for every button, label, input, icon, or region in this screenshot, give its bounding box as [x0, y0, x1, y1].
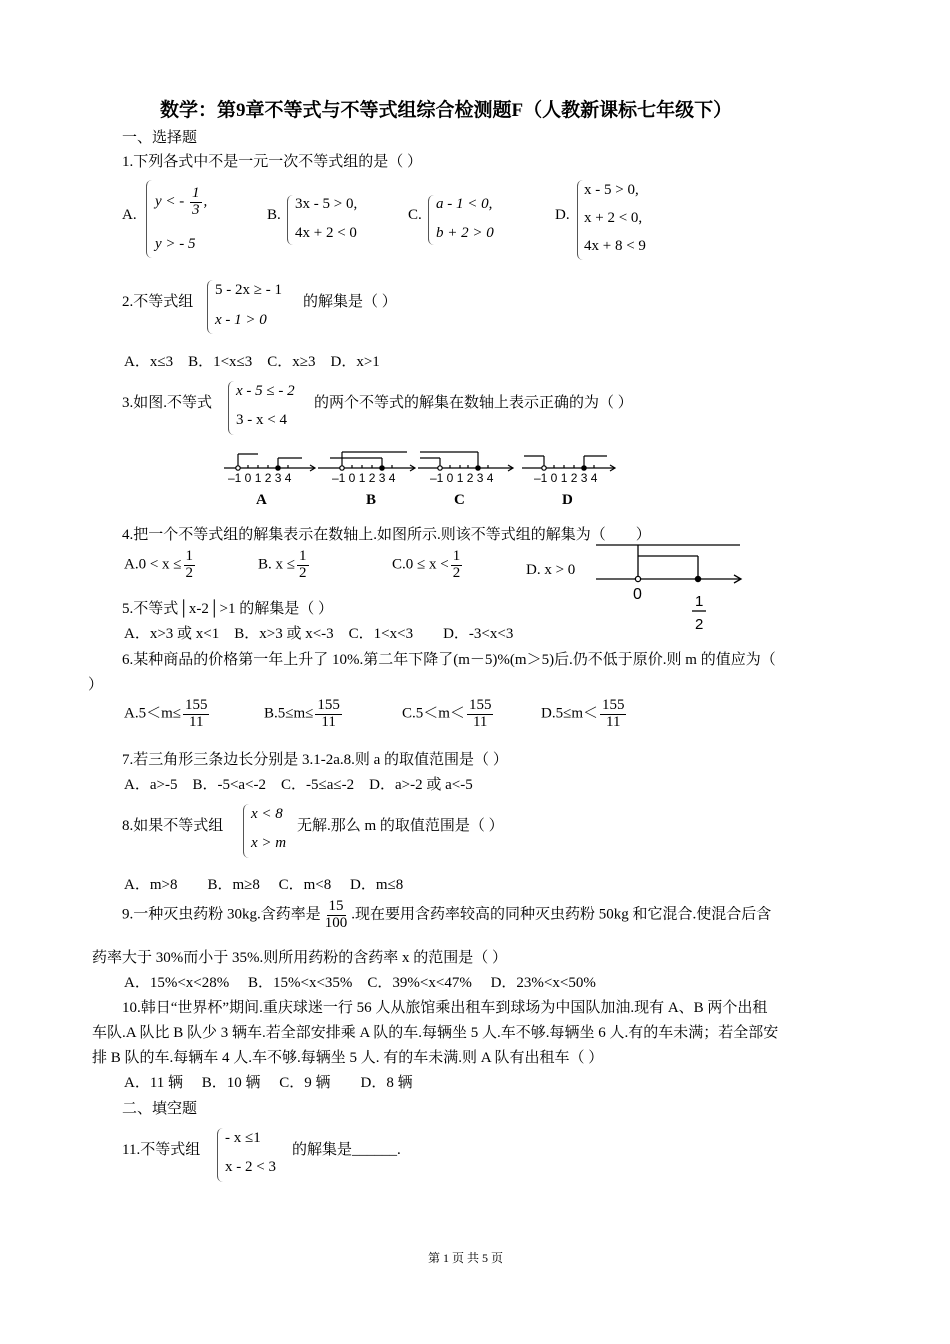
- axis-label-b: –1 0 1 2 3 4: [332, 471, 396, 485]
- denominator: 2: [185, 564, 194, 581]
- axis-label-c: –1 0 1 2 3 4: [430, 471, 494, 485]
- q1-c-line2: b + 2 > 0: [436, 225, 494, 241]
- q10-line2: 车队.A 队比 B 队少 3 辆车.若全部安排乘 A 队的车.每辆坐 5 人.车不够.每辆坐 6 人.有的车未满；若全部安: [92, 1025, 779, 1041]
- axis-label-d: –1 0 1 2 3 4: [534, 471, 598, 485]
- fraction: [467, 698, 494, 731]
- brace-icon: [146, 180, 155, 258]
- denominator: 11: [189, 713, 204, 730]
- q1-stem: 1.下列各式中不是一元一次不等式组的是（ ）: [122, 154, 423, 170]
- q11-line2: x - 2 < 3: [225, 1159, 276, 1175]
- q10-line3: 排 B 队的车.每辆车 4 人.车不够.每辆坐 5 人. 有的车未满.则 A 队有出租车（ ）: [92, 1050, 604, 1066]
- q9-stem: [122, 899, 771, 932]
- q1-c-line1: a - 1 < 0,: [436, 196, 493, 212]
- q7-stem: 7.若三角形三条边长分别是 3.1-2a.8.则 a 的取值范围是（ ）: [122, 752, 508, 768]
- number-line-a: [224, 454, 315, 471]
- q2-stem-post: 的解集是（ ）: [303, 294, 397, 310]
- q9-options: A．15%<x<28% B．15%<x<35% C．39%<x<47% D．23%<x<50%: [124, 975, 596, 991]
- fraction: [315, 698, 342, 731]
- denominator: 100: [324, 914, 348, 931]
- figure-letter-d: D: [562, 492, 573, 508]
- q4-stem: 4.把一个不等式组的解集表示在数轴上.如图所示.则该不等式组的解集为（ ）: [122, 527, 651, 543]
- q6-c-text: C.5＜m＜: [402, 705, 465, 722]
- q9-stem-pre: 9.一种灭虫药粉 30kg.含药率是: [122, 906, 321, 923]
- q1-b-label: B.: [267, 207, 281, 223]
- q1-a-line1: [155, 186, 207, 219]
- q2-options: A．x≤3 B．1<x≤3 C．x≥3 D．x>1: [124, 354, 380, 370]
- q4-a-text: A.0 < x ≤: [124, 556, 182, 573]
- fraction: [190, 186, 202, 219]
- q5-options: A．x>3 或 x<1 B．x>3 或 x<-3 C．1<x<3 D．-3<x<3: [124, 626, 514, 642]
- numerator: 155: [317, 697, 340, 713]
- q4-option-a: [124, 549, 197, 582]
- denominator: 11: [321, 713, 336, 730]
- q8-stem-pre: 8.如果不等式组: [122, 818, 224, 834]
- q8-options: A．m>8 B．m≥8 C．m<8 D．m≤8: [124, 877, 404, 893]
- q3-stem-post: 的两个不等式的解集在数轴上表示正确的为（ ）: [314, 395, 633, 411]
- q6-b-text: B.5≤m≤: [264, 705, 314, 722]
- q10-line1: 10.韩日“世界杯”期间.重庆球迷一行 56 人从旅馆乘出租车到球场为中国队加油.现有 A、B 两个出租: [122, 1000, 768, 1016]
- denominator: 3: [192, 201, 200, 218]
- numerator: 15: [328, 898, 344, 914]
- fig-denominator: 2: [695, 616, 704, 633]
- q1-d-line2: x + 2 < 0,: [584, 210, 643, 226]
- fraction: [183, 698, 210, 731]
- section-heading-choice: 一、选择题: [122, 130, 198, 146]
- figure-letter-b: B: [366, 492, 377, 508]
- q6-a-text: A.5＜m≤: [124, 705, 181, 722]
- q8-line1: x < 8: [251, 806, 283, 822]
- number-line-c: [418, 452, 513, 471]
- q4-c-text: C.0 ≤ x <: [392, 556, 449, 573]
- q1-d-line1: x - 5 > 0,: [584, 182, 639, 198]
- numerator: 155: [468, 697, 492, 713]
- q3-line1: x - 5 ≤ - 2: [236, 383, 295, 399]
- q1-a-label: A.: [122, 207, 137, 223]
- q6-stem: 6.某种商品的价格第一年上升了 10%.第二年下降了(m－5)%(m＞5)后.仍不低于原价.则 m 的值应为（: [122, 652, 776, 668]
- fraction: [297, 549, 309, 582]
- q4-option-b: [258, 549, 311, 582]
- q6-stem-end: ）: [88, 677, 104, 693]
- q7-options: A．a>-5 B．-5<a<-2 C．-5≤a≤-2 D．a>-2 或 a<-5: [124, 777, 473, 793]
- numerator: 155: [184, 697, 208, 713]
- denominator: 11: [472, 713, 488, 730]
- denominator: 11: [606, 713, 621, 730]
- figure-letter-c: C: [454, 492, 465, 508]
- q6-option-c: [402, 698, 495, 731]
- q3-stem-pre: 3.如图.不等式: [122, 395, 213, 411]
- fraction: [451, 549, 463, 582]
- q6-d-text: D.5≤m＜: [541, 705, 598, 722]
- q6-option-d: [541, 698, 628, 731]
- q4-option-d: D. x > 0: [526, 562, 576, 578]
- figure-letter-a: A: [256, 492, 267, 508]
- q3-line2: 3 - x < 4: [236, 412, 287, 428]
- fraction: [600, 698, 627, 731]
- q11-stem-post: 的解集是______.: [292, 1142, 401, 1158]
- q1-a1-pre: y < -: [155, 193, 185, 210]
- q1-d-label: D.: [555, 207, 570, 223]
- q2-stem-pre: 2.不等式组: [122, 294, 194, 310]
- fig-zero-label: 0: [633, 586, 642, 603]
- q1-d-line3: 4x + 8 < 9: [584, 238, 646, 254]
- q1-c-label: C.: [408, 207, 422, 223]
- q6-option-a: [124, 698, 211, 731]
- q6-option-b: [264, 698, 344, 731]
- numerator: 1: [192, 185, 200, 201]
- q10-options: A．11 辆 B．10 辆 C．9 辆 D．8 辆: [124, 1075, 413, 1091]
- q8-line2: x > m: [251, 835, 287, 851]
- q4-number-line-figure: [594, 538, 754, 636]
- q2-line2: x - 1 > 0: [215, 312, 267, 328]
- numerator: 1: [299, 548, 307, 564]
- numerator: 155: [601, 697, 625, 713]
- q4-option-c: [392, 549, 464, 582]
- q1-a1-post: ,: [203, 193, 208, 210]
- q11-stem-pre: 11.不等式组: [122, 1142, 201, 1158]
- denominator: 2: [452, 564, 461, 581]
- q5-stem: 5.不等式│x-2│>1 的解集是（ ）: [122, 601, 333, 617]
- q2-line1: 5 - 2x ≥ - 1: [215, 282, 282, 298]
- page-title: 数学：第9章不等式与不等式组综合检测题F（人教新课标七年级下）: [160, 100, 733, 121]
- q4-b-text: B. x ≤: [258, 556, 295, 573]
- q1-b-line2: 4x + 2 < 0: [295, 225, 357, 241]
- q8-stem-post: 无解.那么 m 的取值范围是（ ）: [297, 818, 504, 834]
- page-footer: 第 1 页 共 5 页: [428, 1251, 504, 1265]
- number-line-d: [522, 456, 615, 471]
- fraction: [323, 899, 350, 932]
- section-heading-fill: 二、填空题: [122, 1101, 198, 1117]
- q11-line1: - x ≤1: [225, 1130, 261, 1146]
- fraction: [184, 549, 196, 582]
- numerator: 1: [452, 548, 461, 564]
- q1-b-line1: 3x - 5 > 0,: [295, 196, 358, 212]
- q9-stem-line2: 药率大于 30%而小于 35%.则所用药粉的含药率 x 的范围是（ ）: [92, 950, 507, 966]
- axis-label-a: –1 0 1 2 3 4: [228, 471, 292, 485]
- number-line-b: [318, 452, 415, 471]
- denominator: 2: [299, 564, 307, 581]
- q1-a-line2: y > - 5: [155, 236, 196, 252]
- q9-stem-post: .现在要用含药率较高的同种灭虫药粉 50kg 和它混合.使混合后含: [351, 906, 772, 923]
- q3-number-lines-figure: [222, 446, 622, 512]
- numerator: 1: [185, 548, 194, 564]
- fig-numerator: 1: [695, 593, 704, 610]
